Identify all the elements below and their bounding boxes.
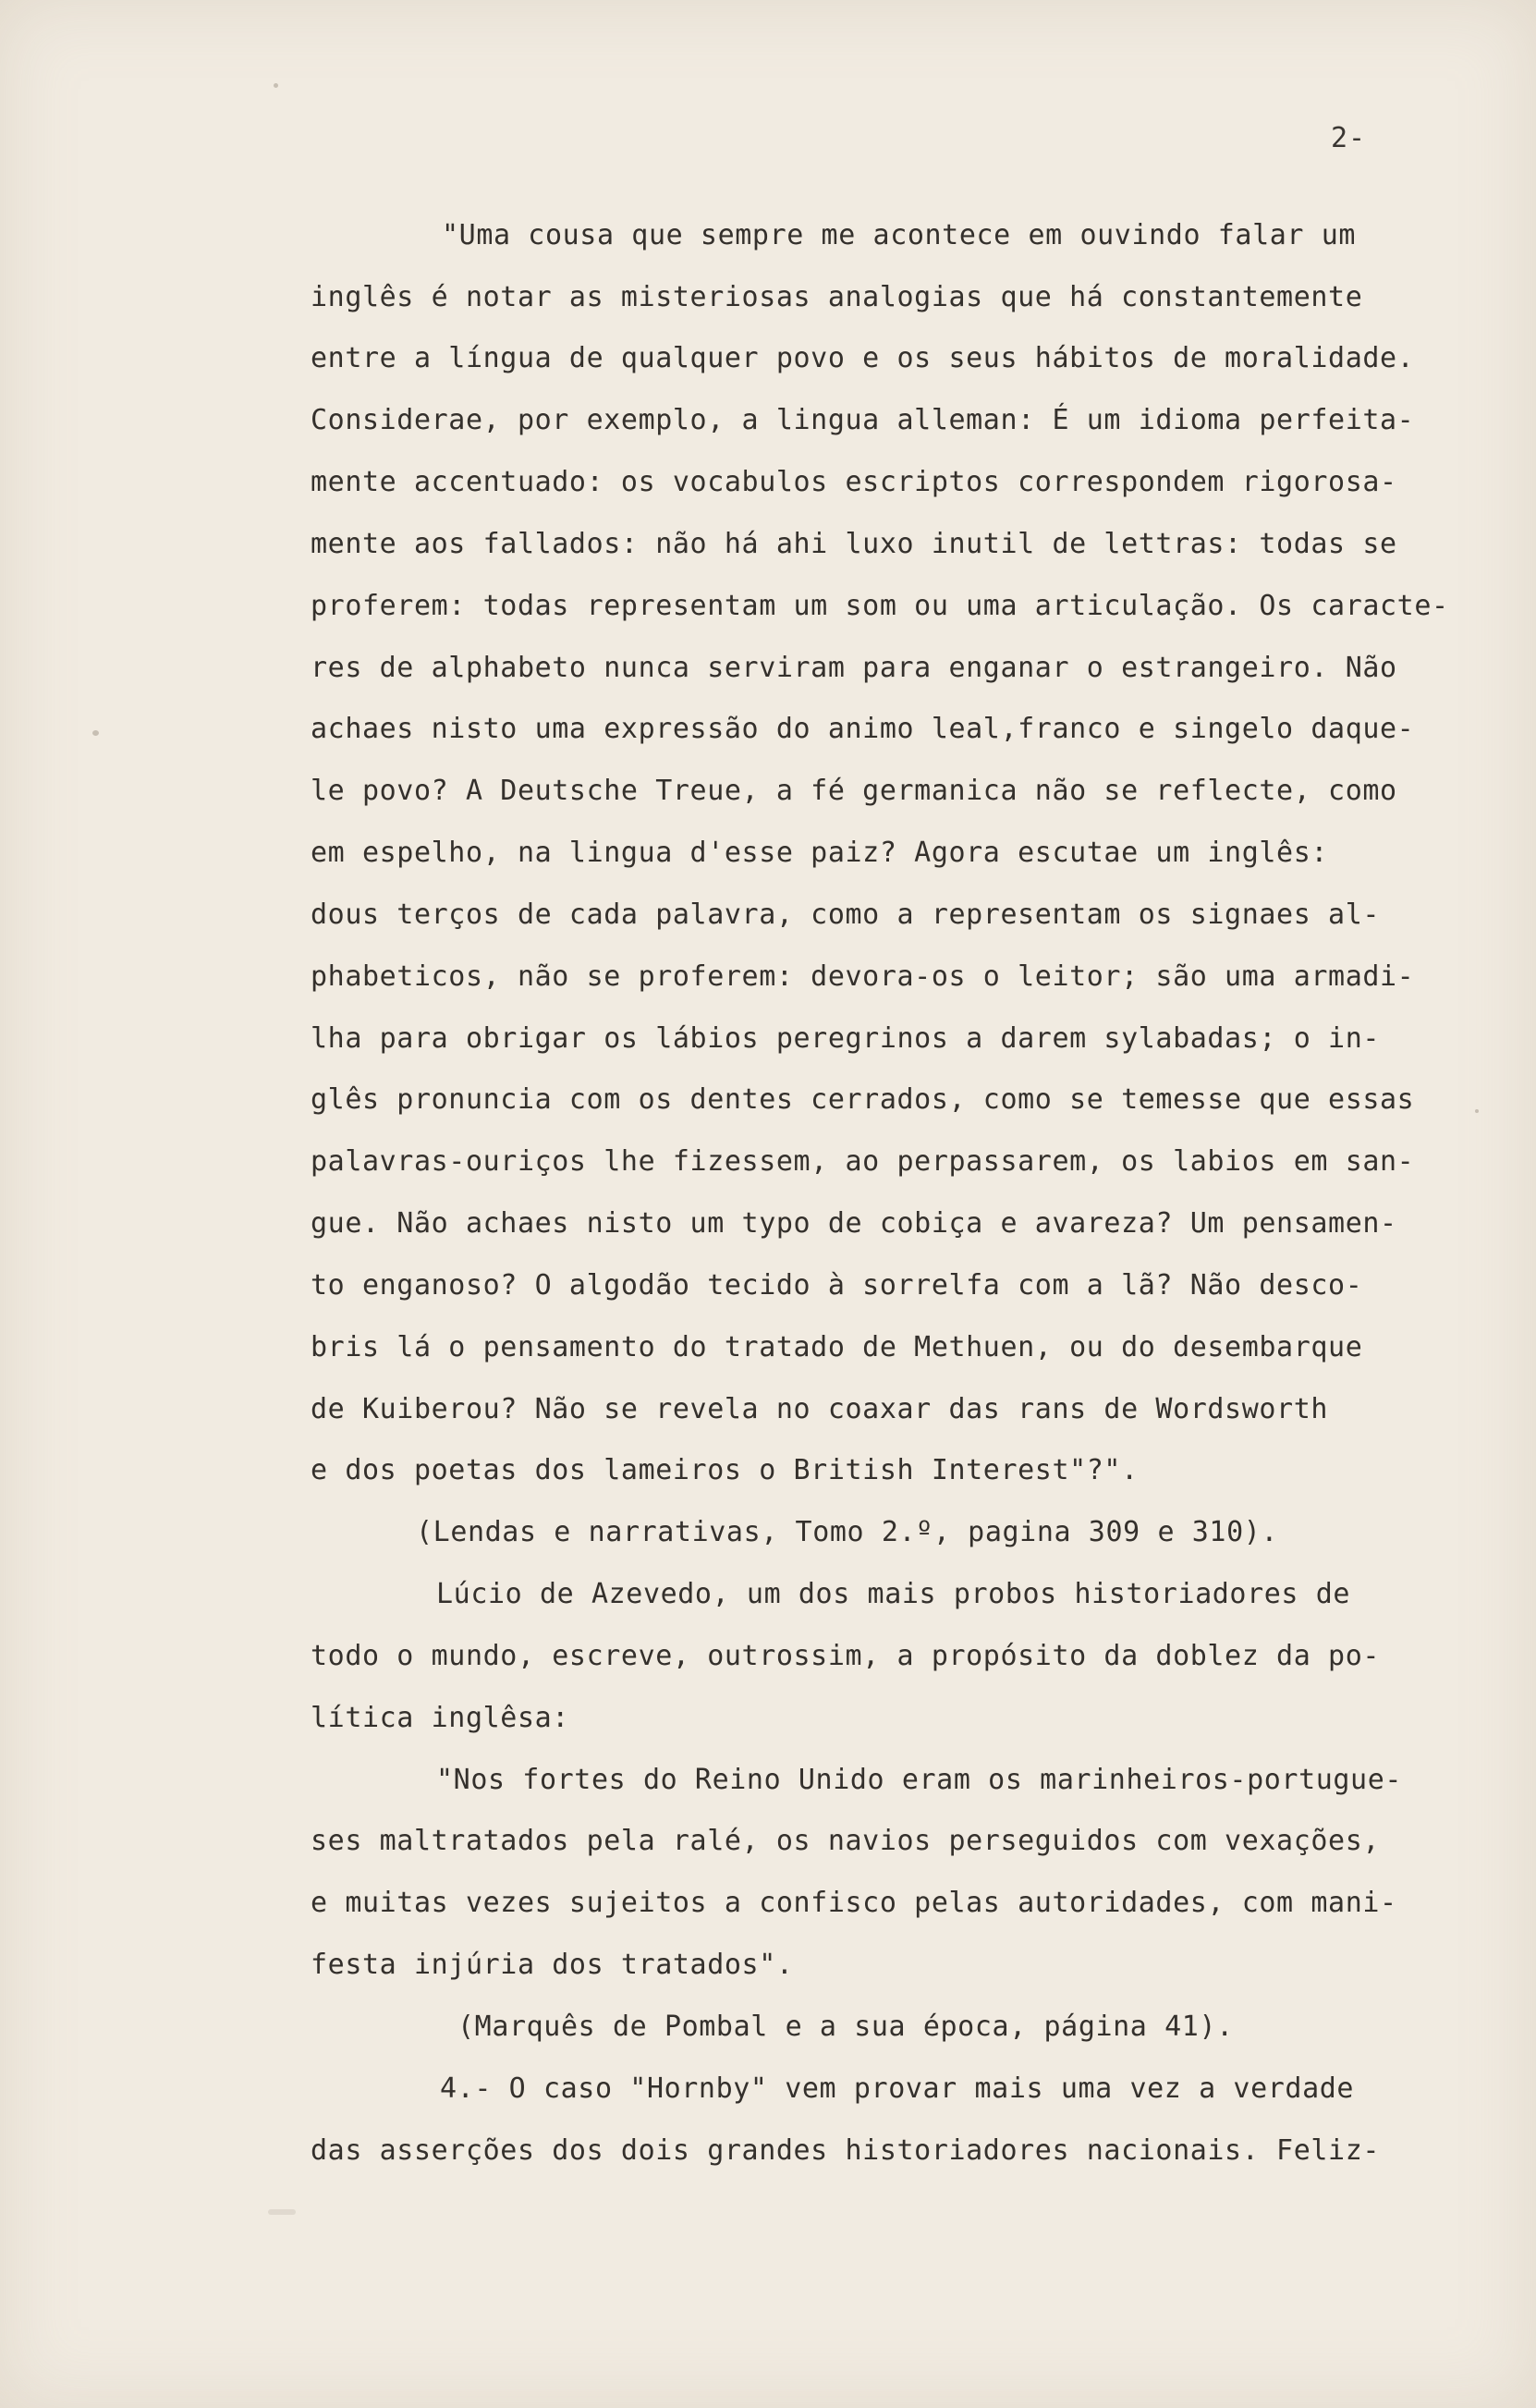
quote-start: "Nos fortes do Reino Unido eram os marinheiros-portugue- bbox=[436, 1764, 1403, 1796]
citation: (Marquês de Pombal e a sua época, página 41). bbox=[457, 2011, 1234, 2043]
text-line: entre a língua de qualquer povo e os seus hábitos de moralidade. bbox=[311, 342, 1415, 374]
text-line: de Kuiberou? Não se revela no coaxar das rans de Wordsworth bbox=[311, 1393, 1329, 1425]
text-line: to enganoso? O algodão tecido à sorrelfa com a lã? Não desco- bbox=[311, 1269, 1363, 1302]
text-line: achaes nisto uma expressão do animo leal,franco e singelo daque- bbox=[311, 713, 1415, 745]
text-line: palavras-ouriços lhe fizessem, ao perpassarem, os labios em san- bbox=[311, 1145, 1415, 1178]
text-line: proferem: todas representam um som ou uma articulação. Os caracte- bbox=[311, 590, 1449, 622]
text-line: Considerae, por exemplo, a lingua alleman: É um idioma perfeita- bbox=[311, 404, 1415, 436]
text-line: "Uma cousa que sempre me acontece em ouvindo falar um bbox=[442, 219, 1357, 251]
text-line: e dos poetas dos lameiros o British Interest"?". bbox=[311, 1454, 1139, 1486]
text-line: mente accentuado: os vocabulos escriptos correspondem rigorosa- bbox=[311, 466, 1397, 498]
text-line: festa injúria dos tratados". bbox=[311, 1949, 794, 1981]
text-line: res de alphabeto nunca serviram para enganar o estrangeiro. Não bbox=[311, 652, 1397, 684]
text-line: dous terços de cada palavra, como a representam os signaes al- bbox=[311, 898, 1381, 931]
text-line: lítica inglêsa: bbox=[311, 1702, 569, 1734]
text-line: gue. Não achaes nisto um typo de cobiça e avareza? Um pensamen- bbox=[311, 1207, 1397, 1240]
text-line: glês pronuncia com os dentes cerrados, como se temesse que essas bbox=[311, 1083, 1415, 1116]
text-line: ses maltratados pela ralé, os navios perseguidos com vexações, bbox=[311, 1825, 1381, 1857]
paragraph-start: 4.- O caso "Hornby" vem provar mais uma vez a verdade bbox=[440, 2072, 1355, 2105]
page-number: 2- bbox=[1331, 122, 1367, 154]
paragraph-start: Lúcio de Azevedo, um dos mais probos historiadores de bbox=[436, 1578, 1351, 1610]
text-line: phabeticos, não se proferem: devora-os o leitor; são uma armadi- bbox=[311, 960, 1415, 993]
text-line: le povo? A Deutsche Treue, a fé germanica não se reflecte, como bbox=[311, 775, 1397, 807]
text-line: em espelho, na lingua d'esse paiz? Agora escutae um inglês: bbox=[311, 837, 1329, 869]
text-line: lha para obrigar os lábios peregrinos a darem sylabadas; o in- bbox=[311, 1022, 1381, 1055]
text-line: das asserções dos dois grandes historiadores nacionais. Feliz- bbox=[311, 2134, 1381, 2167]
citation: (Lendas e narrativas, Tomo 2.º, pagina 309 e 310). bbox=[416, 1516, 1279, 1548]
text-line: bris lá o pensamento do tratado de Methuen, ou do desembarque bbox=[311, 1331, 1363, 1363]
text-line: inglês é notar as misteriosas analogias que há constantemente bbox=[311, 281, 1363, 313]
text-line: todo o mundo, escreve, outrossim, a propósito da doblez da po- bbox=[311, 1640, 1381, 1672]
text-line: e muitas vezes sujeitos a confisco pelas autoridades, com mani- bbox=[311, 1887, 1397, 1919]
text-line: mente aos fallados: não há ahi luxo inutil de lettras: todas se bbox=[311, 528, 1397, 560]
